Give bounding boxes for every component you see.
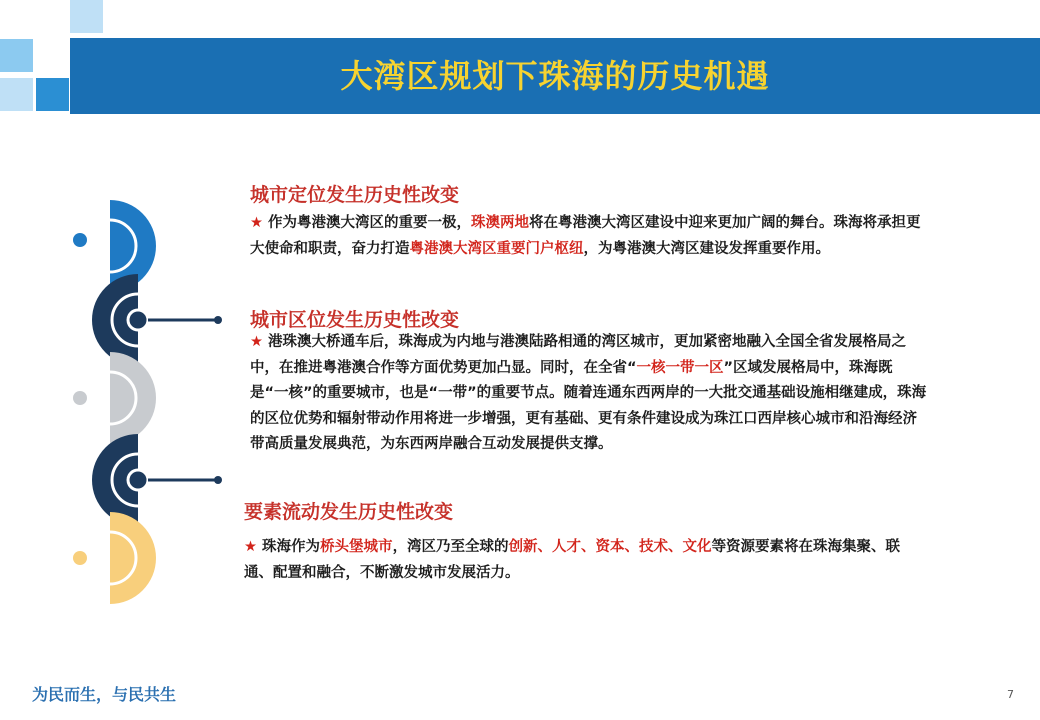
section-body-1 (250, 211, 930, 262)
dot-gray (73, 391, 87, 405)
connector-dot-2 (214, 476, 222, 484)
text-segment: ”区域发展格局中，珠海既是“一核”的重要城市，也是“一带”的重要节点。随着连通东西两岸的一大批交通基础设施相继建成，珠海的区位优势和辐射带动作用将进一步增强，更有基础、更有条件建设成为珠江口西岸核心城市和沿海经济带高质量发展典范，为东西两岸融合互动发展提供支撑。 (250, 359, 927, 453)
highlight-text: 桥头堡城市 (320, 539, 393, 555)
star-icon: ★ (244, 539, 257, 555)
corner-square-mid (0, 39, 33, 72)
corner-square-light-2 (0, 78, 33, 111)
section-heading-2: 城市区位发生历史性改变 (250, 309, 460, 331)
highlight-text: 创新、人才、资本、技术、文化 (508, 539, 712, 555)
corner-square-light (70, 0, 103, 33)
section-heading-1: 城市定位发生历史性改变 (250, 184, 460, 206)
page-title: 大湾区规划下珠海的历史机遇 (340, 57, 770, 95)
text-segment: 等资源要素将在珠海集聚、联通、配置和融合，不断激发城市发展活力。 (244, 539, 901, 581)
highlight-text: 粤港澳大湾区重要门户枢纽 (409, 240, 584, 257)
star-icon: ★ (250, 334, 263, 350)
dot-navy-1 (128, 310, 148, 330)
highlight-text: 珠澳两地 (471, 215, 530, 231)
corner-square-blue (36, 78, 69, 111)
page-number: 7 (1007, 688, 1014, 701)
section-heading-3: 要素流动发生历史性改变 (244, 501, 454, 523)
arc-gray (110, 352, 156, 444)
text-segment: ，湾区乃至全球的 (392, 539, 509, 555)
text-segment: ，为粤港澳大湾区建设发挥重要作用。 (583, 240, 830, 257)
dot-navy-2 (128, 470, 148, 490)
text-segment: 作为粤港澳大湾区的重要一极， (263, 215, 472, 231)
star-icon: ★ (250, 215, 263, 231)
connector-dot-1 (214, 316, 222, 324)
section-body-3 (244, 535, 924, 586)
timeline-graphic (58, 186, 228, 616)
text-segment: 珠海作为 (257, 539, 321, 555)
dot-blue (73, 233, 87, 247)
section-body-2 (250, 330, 930, 458)
text-segment: 港珠澳大桥通车后，珠海成为内地与港澳陆路相通的湾区城市，更加紧密地融入全国全省发展格局之中，在推进粤港澳合作等方面优势更加凸显。同时，在全省“ (250, 334, 907, 376)
title-bar (70, 38, 1040, 114)
dot-yellow (73, 551, 87, 565)
footer-slogan: 为民而生，与民共生 (32, 685, 177, 704)
arc-yellow (110, 512, 156, 604)
highlight-text: 一核一带一区 (636, 359, 724, 376)
text-segment: 将在粤港澳大湾区建设中迎来更加广阔的舞台。珠海将承担更大使命和职责，奋力打造 (250, 215, 921, 257)
